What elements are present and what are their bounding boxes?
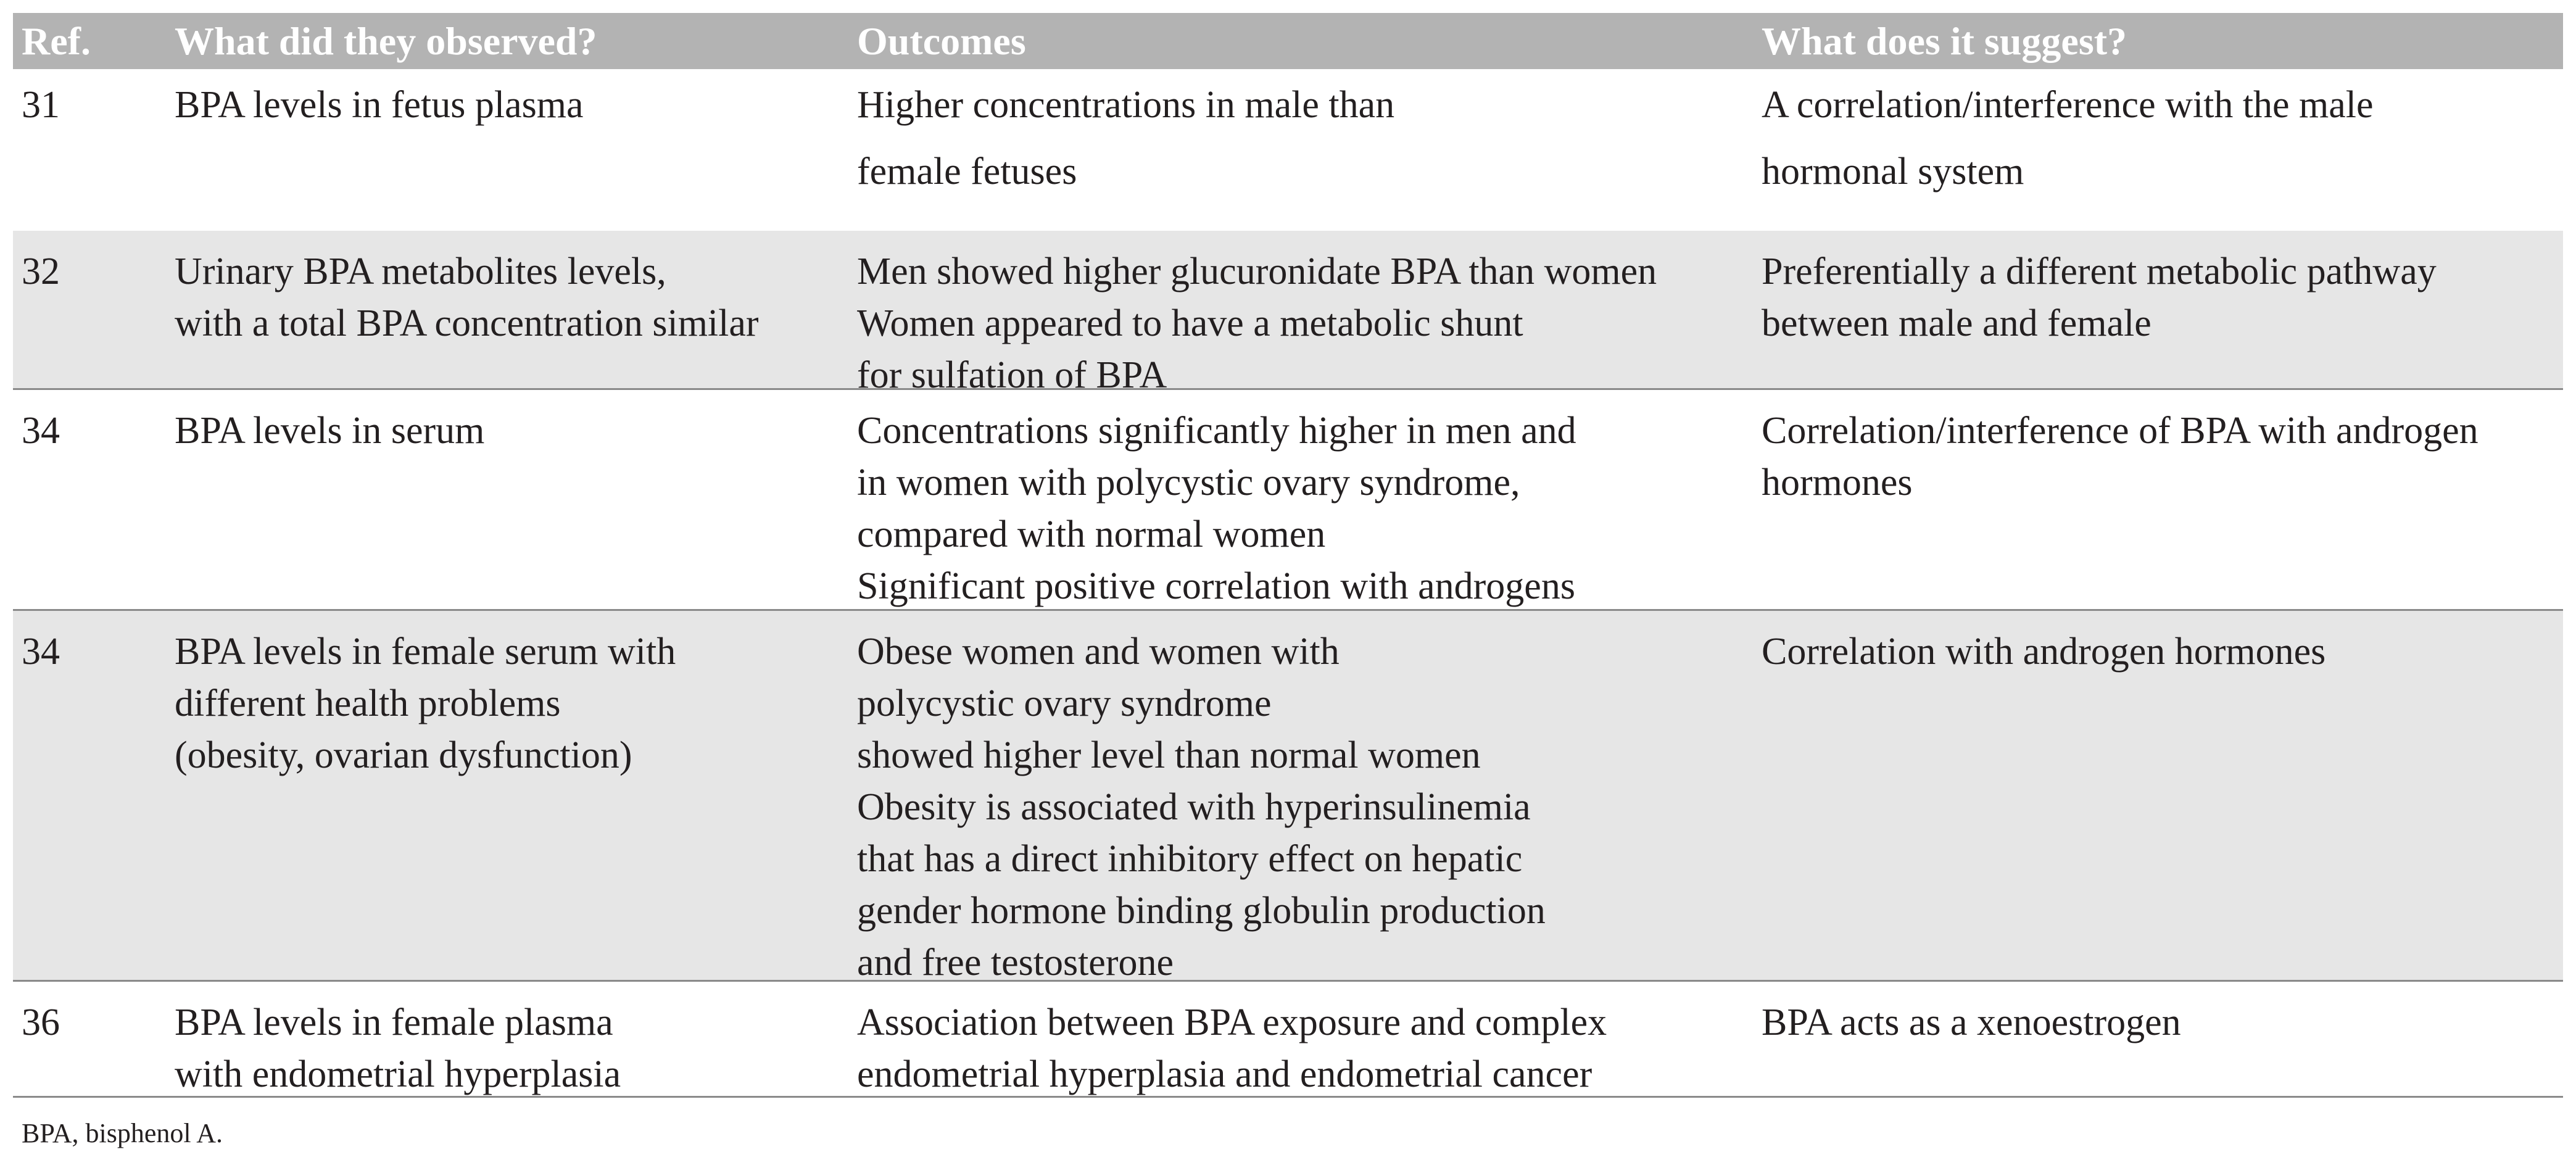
- table: [13, 13, 2563, 1098]
- cell-outcomes: Higher concentrations in male than female fetuses: [857, 84, 1395, 193]
- cell-outcomes: Obese women and women with polycystic ovary syndrome showed higher level than normal women Obesity is associated with hyperinsulinemia that has a direct inhibitory effect on hepatic gender hormone binding globulin production and free testosterone: [857, 631, 1546, 984]
- header-observed: What did they observed?: [175, 19, 597, 63]
- cell-observed: Urinary BPA metabolites levels, with a total BPA concentration similar: [175, 251, 759, 344]
- table-row: [13, 980, 2563, 1096]
- header-ref: Ref.: [22, 19, 91, 63]
- cell-ref: 31: [22, 84, 60, 126]
- cell-observed: BPA levels in female plasma with endometrial hyperplasia: [175, 1001, 621, 1095]
- cell-ref: 34: [22, 410, 60, 452]
- table-footnote: BPA, bisphenol A.: [22, 1118, 223, 1148]
- cell-suggest: Correlation with androgen hormones: [1762, 631, 2326, 673]
- header-outcomes: Outcomes: [857, 19, 1026, 63]
- cell-outcomes: Concentrations significantly higher in men and in women with polycystic ovary syndrome, compared with normal women Significant positive correlation with androgens: [857, 410, 1576, 607]
- cell-ref: 32: [22, 251, 60, 292]
- cell-observed: BPA levels in female serum with different health problems (obesity, ovarian dysfunction): [175, 631, 676, 776]
- cell-observed: BPA levels in serum: [175, 410, 485, 452]
- table-header: [13, 13, 2563, 69]
- table-row: [13, 388, 2563, 609]
- cell-observed: BPA levels in fetus plasma: [175, 84, 584, 126]
- cell-ref: 36: [22, 1001, 60, 1043]
- table-row: [13, 609, 2563, 984]
- cell-suggest: Preferentially a different metabolic pathway between male and female: [1762, 251, 2437, 344]
- table-row: [13, 69, 2563, 231]
- cell-outcomes: Men showed higher glucuronidate BPA than women Women appeared to have a metabolic shunt for sulfation of BPA: [857, 251, 1657, 396]
- cell-outcomes: Association between BPA exposure and complex endometrial hyperplasia and endometrial cancer: [857, 1001, 1607, 1095]
- cell-suggest: Correlation/interference of BPA with androgen hormones: [1762, 410, 2479, 504]
- cell-suggest: BPA acts as a xenoestrogen: [1762, 1001, 2181, 1043]
- cell-suggest: A correlation/interference with the male hormonal system: [1762, 84, 2374, 193]
- header-suggest: What does it suggest?: [1762, 19, 2127, 63]
- cell-ref: 34: [22, 631, 60, 673]
- table-row: [13, 231, 2563, 396]
